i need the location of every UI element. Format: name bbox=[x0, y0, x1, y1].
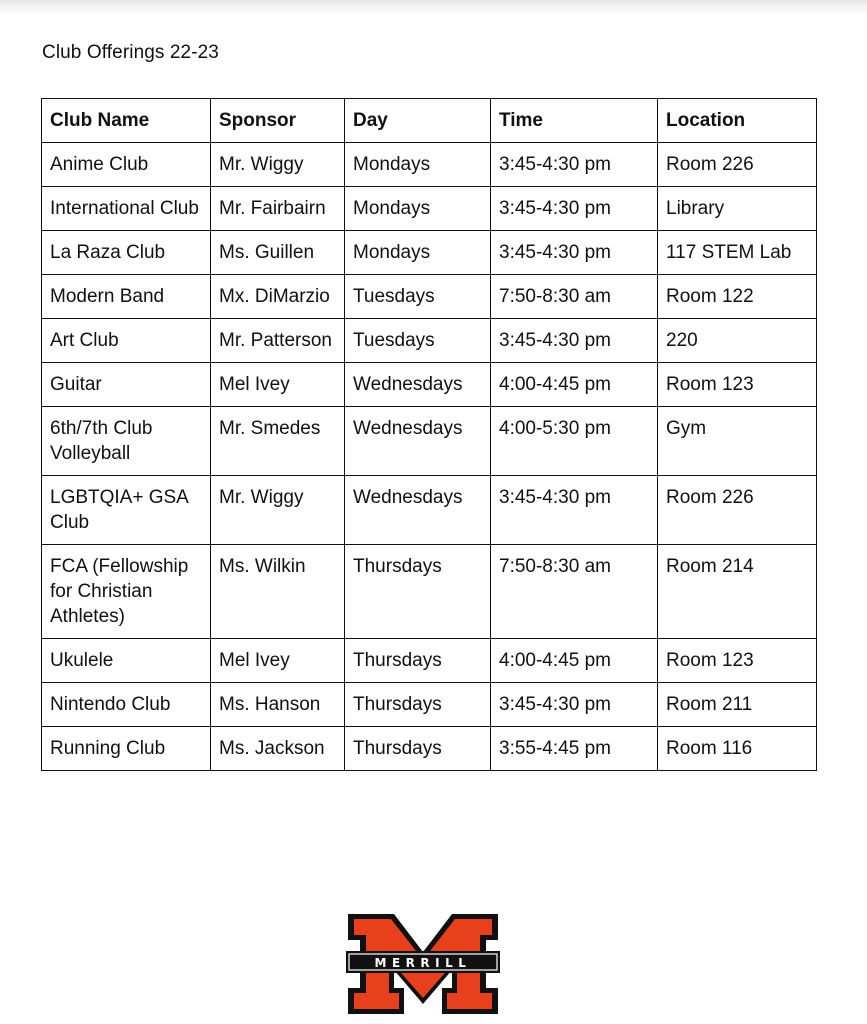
cell-club-name: Running Club bbox=[42, 727, 211, 771]
table-row bbox=[42, 545, 817, 639]
cell-club-name: LGBTQIA+ GSA Club bbox=[42, 476, 211, 545]
cell-location: Gym bbox=[658, 407, 817, 476]
cell-time: 7:50-8:30 am bbox=[491, 275, 658, 319]
table-header-row bbox=[42, 99, 817, 143]
cell-sponsor: Ms. Jackson bbox=[211, 727, 345, 771]
cell-time: 4:00-4:45 pm bbox=[491, 639, 658, 683]
cell-day: Wednesdays bbox=[345, 407, 491, 476]
cell-location: Room 211 bbox=[658, 683, 817, 727]
cell-time: 3:45-4:30 pm bbox=[491, 143, 658, 187]
cell-time: 3:45-4:30 pm bbox=[491, 231, 658, 275]
table-row bbox=[42, 727, 817, 771]
cell-sponsor: Mr. Patterson bbox=[211, 319, 345, 363]
cell-day: Mondays bbox=[345, 231, 491, 275]
cell-day: Thursdays bbox=[345, 545, 491, 639]
page-top-shadow bbox=[0, 0, 867, 14]
cell-sponsor: Ms. Guillen bbox=[211, 231, 345, 275]
cell-sponsor: Mel Ivey bbox=[211, 363, 345, 407]
cell-location: 117 STEM Lab bbox=[658, 231, 817, 275]
cell-time: 4:00-4:45 pm bbox=[491, 363, 658, 407]
document-title: Club Offerings 22-23 bbox=[42, 42, 219, 63]
cell-day: Thursdays bbox=[345, 639, 491, 683]
cell-club-name: Anime Club bbox=[42, 143, 211, 187]
cell-day: Thursdays bbox=[345, 683, 491, 727]
cell-time: 7:50-8:30 am bbox=[491, 545, 658, 639]
merrill-logo bbox=[346, 912, 500, 1016]
cell-day: Tuesdays bbox=[345, 319, 491, 363]
cell-sponsor: Mx. DiMarzio bbox=[211, 275, 345, 319]
cell-club-name: FCA (Fellowship for Christian Athletes) bbox=[42, 545, 211, 639]
cell-club-name: La Raza Club bbox=[42, 231, 211, 275]
club-offerings-table bbox=[41, 98, 817, 771]
table-row bbox=[42, 275, 817, 319]
table-row bbox=[42, 683, 817, 727]
table-row bbox=[42, 319, 817, 363]
table-row bbox=[42, 143, 817, 187]
cell-location: Library bbox=[658, 187, 817, 231]
merrill-m-logo-icon bbox=[346, 912, 500, 1016]
cell-sponsor: Mr. Fairbairn bbox=[211, 187, 345, 231]
cell-sponsor: Mr. Wiggy bbox=[211, 143, 345, 187]
cell-day: Wednesdays bbox=[345, 476, 491, 545]
cell-time: 4:00-5:30 pm bbox=[491, 407, 658, 476]
cell-club-name: International Club bbox=[42, 187, 211, 231]
table-row bbox=[42, 639, 817, 683]
cell-location: 220 bbox=[658, 319, 817, 363]
header-location: Location bbox=[658, 99, 817, 143]
header-time: Time bbox=[491, 99, 658, 143]
cell-time: 3:45-4:30 pm bbox=[491, 683, 658, 727]
table-row bbox=[42, 363, 817, 407]
cell-time: 3:45-4:30 pm bbox=[491, 476, 658, 545]
cell-sponsor: Ms. Hanson bbox=[211, 683, 345, 727]
cell-day: Thursdays bbox=[345, 727, 491, 771]
header-sponsor: Sponsor bbox=[211, 99, 345, 143]
cell-sponsor: Mel Ivey bbox=[211, 639, 345, 683]
cell-club-name: Nintendo Club bbox=[42, 683, 211, 727]
cell-club-name: Modern Band bbox=[42, 275, 211, 319]
cell-club-name: Ukulele bbox=[42, 639, 211, 683]
cell-sponsor: Mr. Smedes bbox=[211, 407, 345, 476]
cell-day: Mondays bbox=[345, 187, 491, 231]
cell-time: 3:55-4:45 pm bbox=[491, 727, 658, 771]
cell-sponsor: Mr. Wiggy bbox=[211, 476, 345, 545]
cell-day: Mondays bbox=[345, 143, 491, 187]
cell-location: Room 214 bbox=[658, 545, 817, 639]
table-row bbox=[42, 231, 817, 275]
table-row bbox=[42, 407, 817, 476]
cell-location: Room 226 bbox=[658, 143, 817, 187]
logo-wordmark: MERRILL bbox=[374, 956, 472, 970]
cell-location: Room 116 bbox=[658, 727, 817, 771]
cell-time: 3:45-4:30 pm bbox=[491, 319, 658, 363]
cell-club-name: Art Club bbox=[42, 319, 211, 363]
cell-location: Room 122 bbox=[658, 275, 817, 319]
cell-club-name: 6th/7th Club Volleyball bbox=[42, 407, 211, 476]
cell-day: Tuesdays bbox=[345, 275, 491, 319]
cell-sponsor: Ms. Wilkin bbox=[211, 545, 345, 639]
header-club-name: Club Name bbox=[42, 99, 211, 143]
cell-time: 3:45-4:30 pm bbox=[491, 187, 658, 231]
cell-day: Wednesdays bbox=[345, 363, 491, 407]
cell-location: Room 123 bbox=[658, 639, 817, 683]
table-row bbox=[42, 476, 817, 545]
header-day: Day bbox=[345, 99, 491, 143]
table-row bbox=[42, 187, 817, 231]
cell-club-name: Guitar bbox=[42, 363, 211, 407]
cell-location: Room 226 bbox=[658, 476, 817, 545]
cell-location: Room 123 bbox=[658, 363, 817, 407]
